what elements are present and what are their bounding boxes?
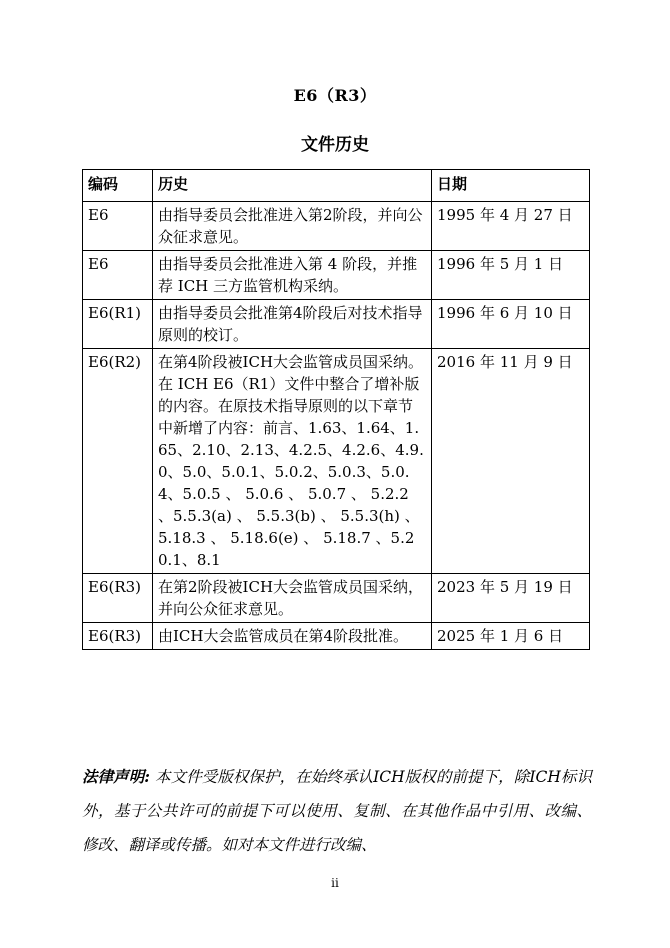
code-cell: E6 bbox=[83, 251, 153, 300]
header-history: 历史 bbox=[153, 170, 432, 202]
history-cell: 由指导委员会批准第4阶段后对技术指导原则的校订。 bbox=[153, 300, 432, 349]
document-history-table bbox=[82, 169, 590, 650]
table-row bbox=[83, 251, 590, 300]
table-row bbox=[83, 349, 590, 574]
document-title: E6（R3） bbox=[293, 86, 377, 105]
header-code: 编码 bbox=[83, 170, 153, 202]
code-cell: E6(R3) bbox=[83, 574, 153, 623]
table-header-row bbox=[83, 170, 590, 202]
legal-notice-text: 本文件受版权保护，在始终承认ICH版权的前提下，除ICH标识外，基于公共许可的前提下可以使用、复制、在其他作品中引用、改编、修改、翻译或传播。如对本文件进行改编、 bbox=[82, 768, 592, 854]
header-date: 日期 bbox=[432, 170, 590, 202]
code-cell: E6(R2) bbox=[83, 349, 153, 574]
history-cell: 由指导委员会批准进入第 4 阶段，并推荐 ICH 三方监管机构采纳。 bbox=[153, 251, 432, 300]
date-cell: 1996 年 6 月 10 日 bbox=[432, 300, 590, 349]
code-cell: E6(R3) bbox=[83, 623, 153, 650]
legal-notice bbox=[82, 760, 592, 862]
history-cell: 在第2阶段被ICH大会监管成员国采纳，并向公众征求意见。 bbox=[153, 574, 432, 623]
table-row bbox=[83, 623, 590, 650]
date-cell: 1995 年 4 月 27 日 bbox=[432, 202, 590, 251]
table-row bbox=[83, 300, 590, 349]
code-cell: E6 bbox=[83, 202, 153, 251]
date-cell: 1996 年 5 月 1 日 bbox=[432, 251, 590, 300]
document-history-heading: 文件历史 bbox=[301, 135, 369, 155]
date-cell: 2016 年 11 月 9 日 bbox=[432, 349, 590, 574]
page-number: ii bbox=[331, 876, 339, 890]
history-cell: 由指导委员会批准进入第2阶段，并向公众征求意见。 bbox=[153, 202, 432, 251]
history-cell: 在第4阶段被ICH大会监管成员国采纳。在 ICH E6（R1）文件中整合了增补版的内容。在原技术指导原则的以下章节中新增了内容：前言、1.63、1.64、1.65、2.10、2.13、4.2.5、4.2.6、4.9.0、5.0、5.0.1、5.0.2、5.0.3、5.0.4、5.0.5 、 5.0.6 、 5.0.7 、 5.2.2 、5.5.3(a) 、 5.5.3(b) 、 5.5.3(h) 、5.18.3 、 5.18.6(e) 、 5.18.7 、5.20.1、8.1 bbox=[153, 349, 432, 574]
table-row bbox=[83, 202, 590, 251]
date-cell: 2023 年 5 月 19 日 bbox=[432, 574, 590, 623]
date-cell: 2025 年 1 月 6 日 bbox=[432, 623, 590, 650]
table-row bbox=[83, 574, 590, 623]
legal-notice-label: 法律声明: bbox=[82, 767, 151, 786]
code-cell: E6(R1) bbox=[83, 300, 153, 349]
history-cell: 由ICH大会监管成员在第4阶段批准。 bbox=[153, 623, 432, 650]
